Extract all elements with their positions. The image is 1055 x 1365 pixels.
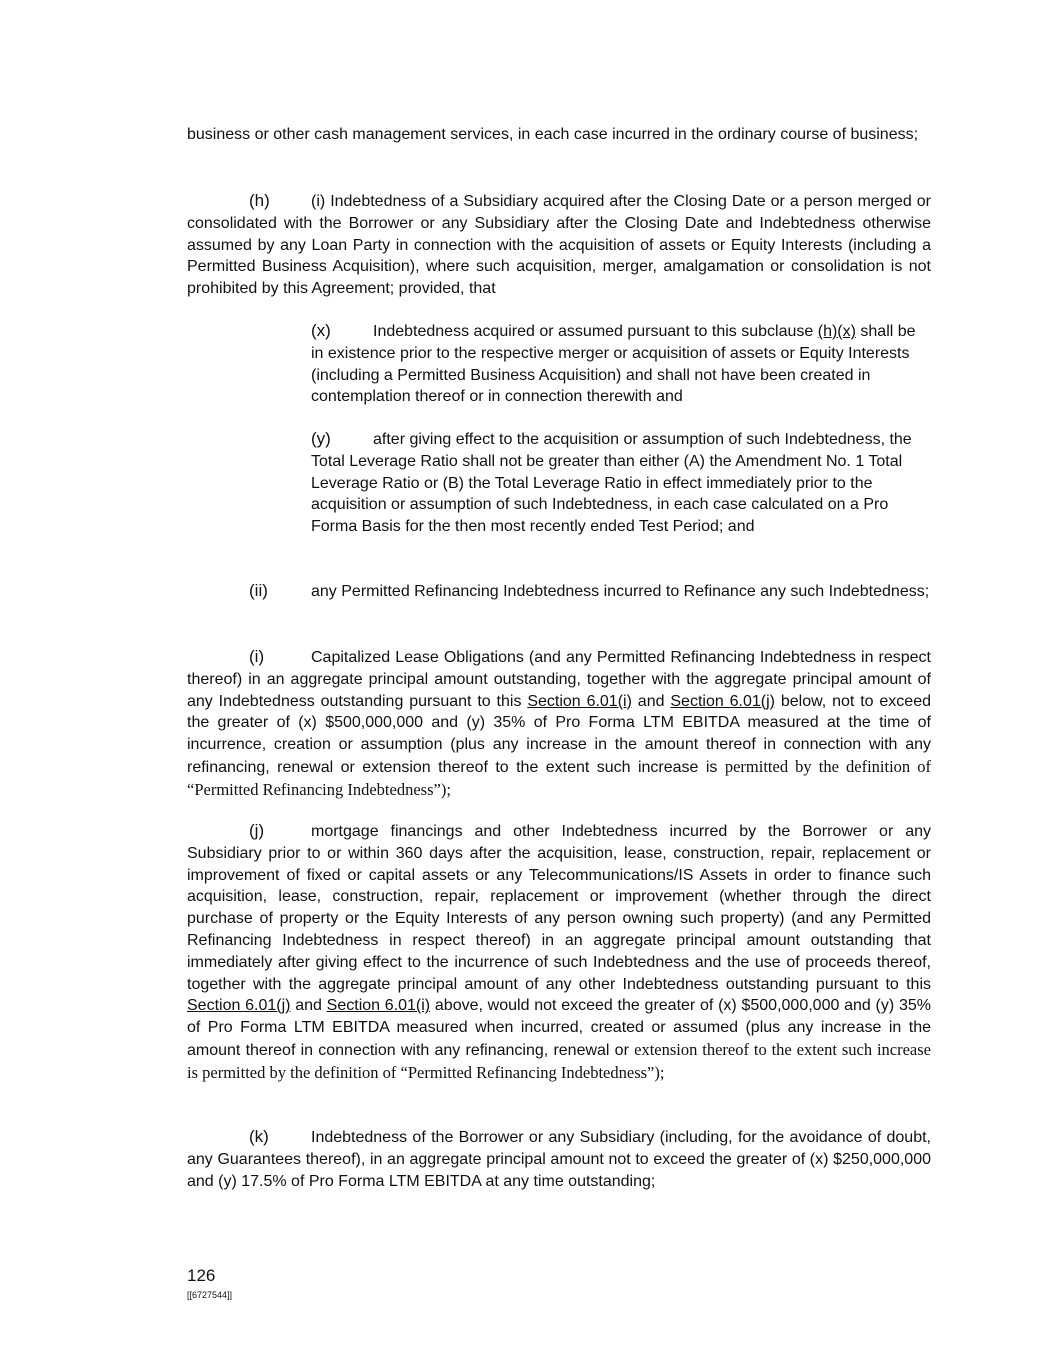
subclause-y [311, 428, 931, 538]
document-id: [[6727544]] [187, 1290, 233, 1300]
paragraph-g-tail-text: business or other cash management services, in each case incurred in the ordinary course of business; [187, 126, 919, 143]
section-6-01-j-link[interactable]: Section 6.01(j) [670, 692, 775, 710]
subclause-label-ii: (ii) [249, 581, 268, 600]
clause-h-i-prefix: (i) [311, 193, 326, 210]
subclause-x [311, 320, 931, 408]
clause-label-k: (k) [249, 1127, 269, 1146]
subclause-ii [249, 580, 931, 603]
clause-k-text: Indebtedness of the Borrower or any Subsidiary (including, for the avoidance of doubt, any Guarantees thereof), in an aggregate principal amount not to exceed the greater of (x) $250,000,000 and (y) 17.5% of Pro Forma LTM EBITDA at any time outstanding; [187, 1129, 931, 1190]
paragraph-h [187, 190, 931, 300]
clause-j-text-1: mortgage financings and other Indebtedness incurred by the Borrower or any Subsidiary prior to or within 360 days after the acquisition, lease, construction, repair, replacement or improvement of fixed or capital assets or any Telecommunications/IS Assets in order to finance such acquisition, lease, construction, repair, replacement or improvement (whether through the direct purchase of property or the Equity Interests of any person owning such property) (and any Permitted Refinancing Indebtedness in respect thereof) in an aggregate principal amount outstanding that immediately after giving effect to the incurrence of such Indebtedness and the use of proceeds thereof, together with the aggregate principal amount of any other Indebtedness outstanding pursuant to this [187, 823, 931, 993]
clause-j-text-3: extension thereof to the extent such increase is permitted by the definition of “Permitted Refinancing Indebtedness”); [187, 1039, 931, 1082]
subclause-y-text: after giving effect to the acquisition or assumption of such Indebtedness, the Total Leverage Ratio shall not be greater than either (A) the Amendment No. 1 Total Leverage Ratio or (B) the Total Leverage Ratio in effect immediately prior to the acquisition or assumption of such Indebtedness, in each case calculated on a Pro Forma Basis for the then most recently ended Test Period; and [311, 431, 912, 536]
clause-label-i: (i) [249, 647, 265, 666]
paragraph-g-tail [187, 124, 931, 146]
clause-label-j: (j) [249, 821, 265, 840]
clause-i-and: and [637, 692, 665, 710]
subclause-x-text-after: shall be in existence prior to the respective merger or acquisition of assets or Equity Interests (including a Permitted Business Acquisition) and shall not have been created in contemplation thereof or in connection therewith and [311, 323, 916, 406]
clause-j-and: and [295, 997, 322, 1015]
paragraph-j [187, 820, 931, 1085]
clause-j-text-2: above, would not exceed the greater of (x) $500,000,000 and (y) 35% of Pro Forma LTM EBITDA measured when incurred, created or assumed (plus any increase in the amount thereof in connection with any refinancing, renewal or [187, 997, 931, 1059]
clause-label-h: (h) [249, 191, 270, 210]
subclause-x-reference: (h)(x) [817, 323, 856, 340]
clause-h-text: Indebtedness of a Subsidiary acquired after the Closing Date or a person merged or consolidated with the Borrower or any Subsidiary after the Closing Date and Indebtedness otherwise assumed by any Loan Party in connection with the acquisition of assets or Equity Interests (including a Permitted Business Acquisition), where such acquisition, merger, amalgamation or consolidation is not prohibited by this Agreement; provided, that [187, 193, 932, 298]
page-number: 126 [187, 1266, 216, 1285]
subclause-x-text-before: Indebtedness acquired or assumed pursuant to this subclause [373, 323, 814, 340]
subclause-ii-text: any Permitted Refinancing Indebtedness incurred to Refinance any such Indebtedness; [311, 583, 930, 600]
section-6-01-i-link[interactable]: Section 6.01(i) [527, 692, 632, 710]
clause-i-text-2: below, not to exceed the greater of (x) $500,000,000 and (y) 35% of Pro Forma LTM EBITDA measured at the time of incurrence, creation or assumption (plus any increase in the amount thereof in connection with any refinancing, renewal or extension thereof to the extent such increase is [187, 692, 931, 776]
section-6-01-i-link[interactable]: Section 6.01(i) [326, 997, 431, 1015]
clause-i-text-3: permitted by the definition of “Permitted Refinancing Indebtedness”); [187, 756, 932, 799]
paragraph-i [187, 646, 931, 802]
subclause-label-x: (x) [311, 321, 331, 340]
section-6-01-j-link[interactable]: Section 6.01(j) [187, 997, 291, 1015]
clause-i-text-1: Capitalized Lease Obligations (and any Permitted Refinancing Indebtedness in respect thereof) in an aggregate principal amount outstanding, together with the aggregate principal amount of any Indebtedness outstanding pursuant to this [187, 649, 931, 710]
paragraph-k [187, 1126, 931, 1192]
subclause-label-y: (y) [311, 429, 331, 448]
